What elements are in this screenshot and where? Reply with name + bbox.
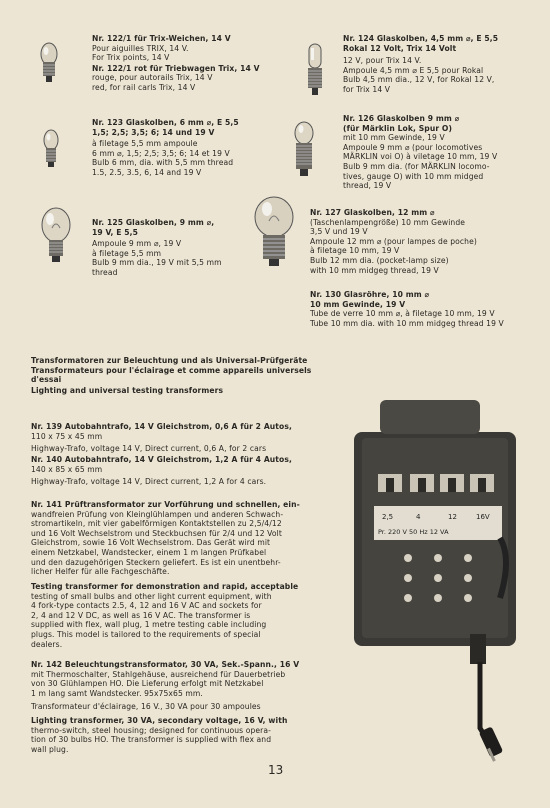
item-142-de-line: 1 m lang samt Wandstecker. 95x75x65 mm. xyxy=(31,688,203,698)
item-140-de1: Nr. 140 Autobahntrafo, 14 V Gleichstrom, 1,2 A für 4 Autos, xyxy=(31,455,292,464)
item-123-en2: 1.5, 2.5, 3.5, 6, 14 and 19 V xyxy=(92,167,202,177)
item-122r-heading: Nr. 122/1 rot für Triebwagen Trix, 14 V xyxy=(92,63,260,73)
item-141-de-line: wandfreien Prüfung von Kleinglühlampen und anderen Schwach- xyxy=(31,509,284,519)
item-123-heading2: 1,5; 2,5; 3,5; 6; 14 und 19 V xyxy=(92,127,215,137)
item-124-fr: 12 V, pour Trix 14 V. xyxy=(343,56,422,66)
item-141-de-line: stromartikeln, mit vier gabelförmigen Kontaktstellen zu 2,5/4/12 xyxy=(31,519,282,529)
item-127-en1: Bulb 12 mm dia. (pocket-lamp size) xyxy=(310,255,449,265)
bulb-123-image xyxy=(41,128,61,174)
item-142-en xyxy=(31,716,287,754)
device-plate: Pr. 220 V 50 Hz 12 VA xyxy=(378,528,449,536)
item-122-fr: Pour aiguilles TRIX, 14 V. xyxy=(92,43,189,53)
item-141-de xyxy=(31,500,300,577)
transformers-fr1: Transformateurs pour l'éclairage et comme appareils universels xyxy=(31,365,312,375)
item-127 xyxy=(310,208,477,275)
item-126-heading2: (für Märklin Lok, Spur O) xyxy=(343,123,453,133)
item-139-en: Highway-Trafo, voltage 14 V, Direct current, 0,6 A, for 2 cars xyxy=(31,444,267,454)
item-127-heading: Nr. 127 Glaskolben, 12 mm ⌀ xyxy=(310,208,435,217)
testing-transformer-image xyxy=(340,398,530,788)
item-127-en2: with 10 mm midgeg thread, 19 V xyxy=(310,265,439,275)
item-141-en-line: 2, 4 and 12 V DC, as well as 16 V AC. The transformer is xyxy=(31,610,251,620)
item-125-en1: Bulb 9 mm dia., 19 V mit 5,5 mm xyxy=(92,258,222,268)
item-141-de-line: einem Netzkabel, Wandstecker, einem 1 m langen Prüfkabel xyxy=(31,547,267,557)
item-126-de: mit 10 mm Gewinde, 19 V xyxy=(343,133,445,143)
item-141-en-line: 4 fork-type contacts 2.5, 4, 12 and 16 V AC and sockets for xyxy=(31,601,262,611)
transformers-fr2: d'essai xyxy=(31,375,62,385)
item-125-heading1: Nr. 125 Glaskolben, 9 mm ⌀, xyxy=(92,218,215,227)
item-130 xyxy=(310,290,504,328)
item-141-en-line: Testing transformer for demonstration and rapid, acceptable xyxy=(31,582,299,591)
item-140-de2: 140 x 85 x 65 mm xyxy=(31,464,103,474)
bulb-125-image xyxy=(38,206,74,266)
page-number: 13 xyxy=(268,763,284,777)
item-126-en1: Bulb 9 mm dia. (for MÄRKLIN locomo- xyxy=(343,161,490,171)
item-125 xyxy=(92,218,222,278)
item-142-en-line: tion of 30 bulbs HO. The transformer is supplied with flex and xyxy=(31,735,272,745)
item-141-en xyxy=(31,582,298,649)
item-124 xyxy=(343,34,498,95)
item-122-en: For Trix points, 14 V xyxy=(92,53,170,63)
device-label: 16V xyxy=(476,513,490,521)
item-142-en-line: Lighting transformer, 30 VA, secondary voltage, 16 V, with xyxy=(31,716,288,725)
item-141-en-line: plugs. This model is tailored to the requirements of special xyxy=(31,629,261,639)
item-123-fr2: 6 mm ⌀, 1,5; 2,5; 3,5; 6; 14 et 19 V xyxy=(92,148,230,158)
item-125-fr1: Ampoule 9 mm ⌀, 19 V xyxy=(92,239,182,249)
item-141-en-line: dealers. xyxy=(31,639,63,649)
item-125-heading2: 19 V, E 5,5 xyxy=(92,227,139,237)
item-124-fr2: Ampoule 4,5 mm ⌀ E 5,5 pour Rokal xyxy=(343,65,484,75)
item-126-heading1: Nr. 126 Glaskolben 9 mm ⌀ xyxy=(343,114,460,123)
item-141-en-line: testing of small bulbs and other light current equipment, with xyxy=(31,591,272,601)
item-126-fr1: Ampoule 9 mm ⌀ (pour locomotives xyxy=(343,142,483,152)
item-127-de1: (Taschenlampengröße) 10 mm Gewinde xyxy=(310,217,466,227)
item-139-de1: Nr. 139 Autobahntrafo, 14 V Gleichstrom, 0,6 A für 2 Autos, xyxy=(31,422,292,431)
transformers-de: Transformatoren zur Beleuchtung und als Universal-Prüfgeräte xyxy=(31,356,308,365)
item-141-de-line: und 16 Volt Wechselstrom und Steckbuchsen für 2/4 und 12 Volt xyxy=(31,528,282,538)
item-126-en3: thread, 19 V xyxy=(343,181,392,191)
item-124-heading2: Rokal 12 Volt, Trix 14 Volt xyxy=(343,43,457,53)
device-label: 2,5 xyxy=(382,513,394,521)
item-130-en: Tube 10 mm dia. with 10 mm midgeg thread 19 V xyxy=(310,318,504,328)
bulb-126-image xyxy=(292,120,316,182)
item-123 xyxy=(92,118,239,178)
item-142-de-line: Nr. 142 Beleuchtungstransformator, 30 VA, Sek.-Spann., 16 V xyxy=(31,660,300,669)
bulb-124-image xyxy=(303,42,327,100)
item-142-de-line: von 30 Glühlampen HO. Die Lieferung erfolgt mit Netzkabel xyxy=(31,679,264,689)
item-126-en2: tives, gauge O) with 10 mm midged xyxy=(343,171,484,181)
item-130-heading2: 10 mm Gewinde, 19 V xyxy=(310,299,406,309)
item-127-fr1: Ampoule 12 mm ⌀ (pour lampes de poche) xyxy=(310,236,477,246)
item-142-de-line: mit Thermoschalter, Stahlgehäuse, ausreichend für Dauerbetrieb xyxy=(31,669,286,679)
transformers-heading xyxy=(31,356,311,395)
item-123-heading1: Nr. 123 Glaskolben, 6 mm ⌀, E 5,5 xyxy=(92,118,239,127)
item-127-de2: 3,5 V und 19 V xyxy=(310,227,368,237)
item-122r-fr: rouge, pour autorails Trix, 14 V xyxy=(92,73,213,83)
item-139 xyxy=(31,422,292,454)
item-141-de-line: Gleichstrom, sowie 16 Volt Wechselstrom. Das Gerät wird mit xyxy=(31,538,271,548)
item-142-en-line: thermo-switch, steel housing; designed for continuous opera- xyxy=(31,725,271,735)
bulb-122-image xyxy=(38,42,60,88)
item-126-fr2: MÄRKLIN voi O) à viletage 10 mm, 19 V xyxy=(343,152,498,162)
item-123-fr1: à filetage 5,5 mm ampoule xyxy=(92,139,198,149)
item-130-fr: Tube de verre 10 mm ⌀, à filetage 10 mm, 19 V xyxy=(310,309,495,319)
item-122-heading: Nr. 122/1 für Trix-Weichen, 14 V xyxy=(92,34,231,43)
item-141-en-line: supplied with flex, wall plug, 1 metre testing cable including xyxy=(31,620,267,630)
item-122r-en: red, for rail carls Trix, 14 V xyxy=(92,82,196,92)
device-label: 12 xyxy=(448,513,457,521)
item-140-en: Highway-Trafo, voltage 14 V, Direct current, 1,2 A for 4 cars. xyxy=(31,477,267,487)
bulb-127-image xyxy=(252,195,296,271)
item-142-fr: Transformateur d'éclairage, 16 V., 30 VA pour 30 ampoules xyxy=(31,702,261,711)
item-142-de xyxy=(31,660,299,698)
device-label: 4 xyxy=(416,513,421,521)
item-122 xyxy=(92,34,260,93)
item-127-fr2: à filetage 10 mm, 19 V xyxy=(310,246,400,256)
item-142-en-line: wall plug. xyxy=(31,744,69,754)
item-124-en1: Bulb 4,5 mm dia., 12 V, for Rokal 12 V, xyxy=(343,75,495,85)
item-123-en1: Bulb 6 mm, dia. with 5,5 mm thread xyxy=(92,158,234,168)
transformers-en: Lighting and universal testing transformers xyxy=(31,385,224,395)
item-141-de-line: und den dazugehörigen Steckern geliefert. Es ist ein unentbehr- xyxy=(31,557,281,567)
item-124-en2: for Trix 14 V xyxy=(343,84,391,94)
item-141-de-line: licher Helfer für alle Fachgeschäfte. xyxy=(31,567,170,577)
item-126 xyxy=(343,114,497,191)
item-124-heading1: Nr. 124 Glaskolben, 4,5 mm ⌀, E 5,5 xyxy=(343,34,499,43)
item-141-de-line: Nr. 141 Prüftransformator zur Vorführung und schnellen, ein- xyxy=(31,500,300,509)
item-125-en2: thread xyxy=(92,267,118,277)
item-130-heading1: Nr. 130 Glasröhre, 10 mm ⌀ xyxy=(310,290,430,299)
item-140 xyxy=(31,455,292,487)
item-125-fr2: à filetage 5,5 mm xyxy=(92,248,162,258)
item-139-de2: 110 x 75 x 45 mm xyxy=(31,431,103,441)
